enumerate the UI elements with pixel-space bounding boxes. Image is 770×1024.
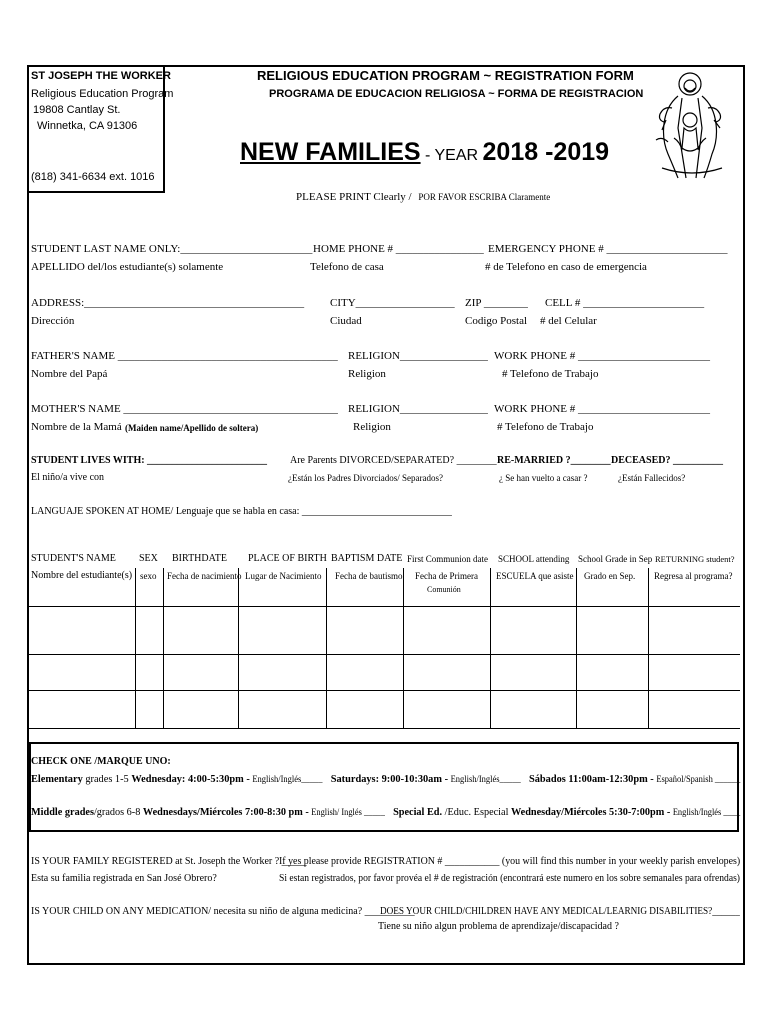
city-field[interactable]: CITY__________________: [330, 297, 455, 309]
remarried-field[interactable]: RE-MARRIED ?________: [497, 455, 611, 466]
family-registered-label-es: Esta su familia registrada en San José Obrero?: [31, 873, 217, 884]
lives-with-label-es: El niño/a vive con: [31, 472, 105, 483]
col-header-school-es: ESCUELA que asiste: [496, 571, 574, 581]
cell-field[interactable]: CELL # ______________________: [545, 297, 705, 309]
print-note: PLEASE PRINT Clearly / POR FAVOR ESCRIBA Claramente: [296, 191, 551, 203]
org-street: 19808 Cantlay St.: [33, 104, 121, 116]
org-name: ST JOSEPH THE WORKER: [31, 70, 171, 82]
divorced-label-es: ¿Están los Padres Divorciados/ Separados?: [288, 473, 443, 483]
remarried-label-es: ¿ Se han vuelto a casar ?: [499, 473, 588, 483]
table-row[interactable]: [29, 608, 734, 653]
father-religion-field[interactable]: RELIGION________________: [348, 350, 488, 362]
mother-name-label-es: Nombre de la Mamá: [31, 421, 122, 433]
registration-number-label-es: Si estan registrados, por favor provéa el # de registración (encontrará este numero en los sobre semanales para ofrendas): [279, 873, 740, 884]
deceased-field[interactable]: DECEASED? __________: [611, 455, 723, 466]
mother-religion-field[interactable]: RELIGION________________: [348, 403, 488, 415]
registration-number-field[interactable]: If yes please provide REGISTRATION # ___________ (you will find this number in your weekly parish envelopes): [279, 856, 741, 867]
zip-label-es: Codigo Postal: [465, 315, 528, 327]
org-city: Winnetka, CA 91306: [37, 120, 138, 132]
father-name-label-es: Nombre del Papá: [31, 368, 108, 380]
col-header-birthplace-es: Lugar de Nacimiento: [245, 571, 322, 581]
new-families-title: NEW FAMILIES: [240, 138, 421, 166]
address-label-es: Dirección: [31, 315, 75, 327]
divorced-field[interactable]: Are Parents DIVORCED/SEPARATED? ________: [290, 455, 497, 466]
col-header-communion-es: Fecha de Primera: [415, 571, 478, 581]
family-registered-field[interactable]: IS YOUR FAMILY REGISTERED at St. Joseph the Worker ? _____: [31, 856, 307, 867]
elementary-row: Elementary grades 1-5 Wednesday: 4:00-5:30pm - English/Inglés_____ Saturdays: 9:00-10:30am - English/Inglés_____ Sábados 11:00am-12:30pm - Español/Spanish ______: [31, 773, 741, 785]
father-work-phone-label-es: # Telefono de Trabajo: [502, 368, 599, 380]
student-last-name-field[interactable]: STUDENT LAST NAME ONLY:________________________: [31, 243, 313, 255]
middle-grades-row: Middle grades/grados 6-8 Wednesdays/Miércoles 7:00-8:30 pm - English/ Inglés _____ Special Ed. /Educ. Especial Wednesday/Miércoles 5:30-7:00pm - English/Inglés ____: [31, 806, 741, 818]
mother-name-field[interactable]: MOTHER'S NAME _______________________________________: [31, 403, 338, 415]
zip-field[interactable]: ZIP ________: [465, 297, 528, 309]
address-field[interactable]: ADDRESS:________________________________________: [31, 297, 305, 309]
deceased-label-es: ¿Están Fallecidos?: [618, 473, 686, 483]
col-header-returning: RETURNING student?: [655, 554, 735, 564]
lives-with-field[interactable]: STUDENT LIVES WITH: ________________________: [31, 455, 268, 466]
year-value: 2018 -2019: [482, 138, 610, 166]
home-phone-field[interactable]: HOME PHONE # ________________: [313, 243, 484, 255]
emergency-phone-field[interactable]: EMERGENCY PHONE # ______________________: [488, 243, 728, 255]
disabilities-label-es: Tiene su niño algun problema de aprendizaje/discapacidad ?: [378, 921, 619, 932]
saint-joseph-illustration: [652, 68, 732, 180]
col-header-grade-es: Grado en Sep.: [584, 571, 636, 581]
table-row[interactable]: [29, 656, 734, 689]
col-header-returning-es: Regresa al programa?: [654, 571, 733, 581]
disabilities-field[interactable]: DOES YOUR CHILD/CHILDREN HAVE ANY MEDICAL/LEARNIG DISABILITIES?______: [380, 906, 740, 917]
year-label: YEAR: [434, 147, 479, 164]
language-field[interactable]: LANGUAJE SPOKEN AT HOME/ Lenguaje que se habla en casa: ______________________________: [31, 506, 452, 517]
title-english: RELIGIOUS EDUCATION PROGRAM ~ REGISTRATION FORM: [257, 68, 634, 83]
col-header-birthdate-es: Fecha de nacimiento: [167, 571, 242, 581]
student-last-name-label-es: APELLIDO del/los estudiante(s) solamente: [31, 261, 224, 273]
org-program: Religious Education Program: [31, 88, 174, 100]
col-header-communion: First Communion date: [407, 554, 488, 564]
col-header-birthdate: BIRTHDATE: [172, 553, 227, 564]
table-row[interactable]: [29, 692, 734, 727]
cell-label-es: # del Celular: [540, 315, 597, 327]
org-phone: (818) 341-6634 ext. 1016: [31, 171, 155, 183]
col-header-baptism: BAPTISM DATE: [331, 553, 403, 564]
year-heading: NEW FAMILIES - YEAR 2018 -2019: [240, 138, 610, 166]
emergency-phone-label-es: # de Telefono en caso de emergencia: [485, 261, 647, 273]
col-header-communion-es2: Comunión: [427, 585, 461, 594]
elementary-sat-english-option[interactable]: English/Inglés_____: [450, 774, 521, 784]
col-header-sex: SEX: [139, 553, 158, 564]
father-religion-label-es: Religion: [348, 368, 386, 380]
col-header-name-es: Nombre del estudiante(s): [31, 570, 133, 581]
father-name-field[interactable]: FATHER'S NAME ________________________________________: [31, 350, 338, 362]
mother-work-phone-label-es: # Telefono de Trabajo: [497, 421, 594, 433]
col-header-school: SCHOOL attending: [498, 554, 570, 564]
mother-work-phone-field[interactable]: WORK PHONE # ________________________: [494, 403, 711, 415]
city-label-es: Ciudad: [330, 315, 362, 327]
middle-wed-english-option[interactable]: English/ Inglés _____: [311, 807, 385, 817]
father-work-phone-field[interactable]: WORK PHONE # ________________________: [494, 350, 711, 362]
home-phone-label-es: Telefono de casa: [310, 261, 384, 273]
col-header-sex-es: sexo: [140, 571, 157, 581]
check-one-heading: CHECK ONE /MARQUE UNO:: [31, 756, 171, 767]
col-header-name: STUDENT'S NAME: [31, 553, 116, 564]
special-ed-english-option[interactable]: English/Inglés ____: [672, 807, 741, 817]
mother-maiden-note: (Maiden name/Apellido de soltera): [125, 423, 259, 433]
title-spanish: PROGRAMA DE EDUCACION RELIGIOSA ~ FORMA DE REGISTRACION: [269, 88, 644, 100]
col-header-baptism-es: Fecha de bautismo: [335, 571, 403, 581]
elementary-sab-spanish-option[interactable]: Español/Spanish ______: [656, 774, 741, 784]
mother-religion-label-es: Religion: [353, 421, 391, 433]
col-header-grade: School Grade in Sep: [578, 554, 653, 564]
medication-field[interactable]: IS YOUR CHILD ON ANY MEDICATION/ necesita su niño de alguna medicina? __________: [31, 906, 415, 917]
elementary-wed-english-option[interactable]: English/Inglés_____: [252, 774, 323, 784]
col-header-birthplace: PLACE OF BIRTH: [248, 553, 327, 564]
